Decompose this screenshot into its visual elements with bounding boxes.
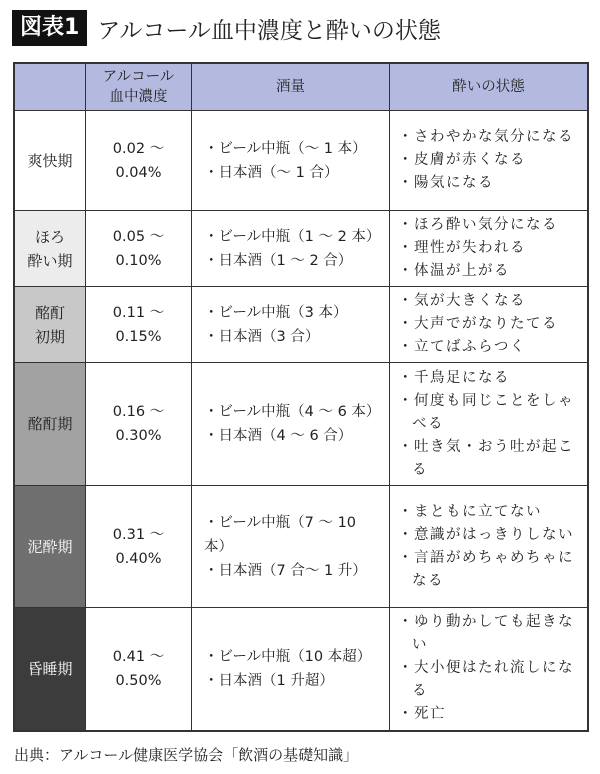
- blood-concentration: 0.11 ～ 0.15%: [86, 287, 192, 363]
- state-item: ・さわやかな気分になる: [398, 129, 574, 145]
- blood-concentration: 0.31 ～ 0.40%: [86, 486, 192, 608]
- drink-amount: ・ビール中瓶（10 本超） ・日本酒（1 升超）: [192, 608, 390, 731]
- figure-title: [12, 10, 441, 46]
- drunk-state: [390, 111, 589, 211]
- stage-label: 酩酊期: [14, 363, 86, 486]
- state-item: ・何度も同じことをしゃべる: [398, 392, 574, 432]
- header-concentration: アルコール 血中濃度: [86, 63, 192, 111]
- alcohol-table: [13, 62, 589, 732]
- state-item: ・ゆり動かしても起きない: [398, 614, 574, 654]
- table-header-row: [14, 63, 588, 111]
- state-item: ・立てばふらつく: [398, 339, 526, 355]
- drink-amount: ・ビール中瓶（1 ～ 2 本） ・日本酒（1 ～ 2 合）: [192, 211, 390, 287]
- table-row: [14, 111, 588, 211]
- state-item: ・大小便はたれ流しになる: [398, 660, 574, 700]
- state-item: ・陽気になる: [398, 175, 494, 191]
- drink-amount: ・ビール中瓶（7 ～ 10 本） ・日本酒（7 合～ 1 升）: [192, 486, 390, 608]
- stage-label: 酩酊 初期: [14, 287, 86, 363]
- stage-label: 泥酔期: [14, 486, 86, 608]
- blood-concentration: 0.02 ～ 0.04%: [86, 111, 192, 211]
- state-item: ・まともに立てない: [398, 503, 542, 520]
- table-row: [14, 608, 588, 731]
- table-row: [14, 363, 588, 486]
- blood-concentration: 0.16 ～ 0.30%: [86, 363, 192, 486]
- table-row: [14, 211, 588, 287]
- state-item: ・意識がはっきりしない: [398, 526, 574, 543]
- header-stage: [14, 63, 86, 111]
- blood-concentration: 0.05 ～ 0.10%: [86, 211, 192, 287]
- figure-title-text: アルコール血中濃度と酔いの状態: [97, 17, 441, 44]
- state-item: ・千鳥足になる: [398, 369, 510, 386]
- drunk-state: [390, 211, 589, 287]
- state-item: ・気が大きくなる: [398, 293, 526, 309]
- state-item: ・大声でがなりたてる: [398, 316, 558, 332]
- drink-amount: ・ビール中瓶（～ 1 本） ・日本酒（～ 1 合）: [192, 111, 390, 211]
- drunk-state: [390, 287, 589, 363]
- drunk-state: [390, 486, 589, 608]
- table-row: [14, 486, 588, 608]
- header-state: 酔いの状態: [390, 63, 589, 111]
- stage-label: ほろ 酔い期: [14, 211, 86, 287]
- state-item: ・死亡: [398, 706, 446, 723]
- header-amount: 酒量: [192, 63, 390, 111]
- figure-badge: 図表1: [12, 10, 87, 46]
- source-note: 出典：アルコール健康医学協会「飲酒の基礎知識」: [14, 746, 359, 764]
- blood-concentration: 0.41 ～ 0.50%: [86, 608, 192, 731]
- state-item: ・体温が上がる: [398, 263, 510, 279]
- state-item: ・言語がめちゃめちゃになる: [398, 549, 574, 589]
- stage-label: 爽快期: [14, 111, 86, 211]
- state-item: ・理性が失われる: [398, 240, 526, 256]
- drink-amount: ・ビール中瓶（4 ～ 6 本） ・日本酒（4 ～ 6 合）: [192, 363, 390, 486]
- table-row: [14, 287, 588, 363]
- state-item: ・ほろ酔い気分になる: [398, 217, 558, 233]
- drunk-state: [390, 363, 589, 486]
- stage-label: 昏睡期: [14, 608, 86, 731]
- state-item: ・皮膚が赤くなる: [398, 152, 526, 168]
- drunk-state: [390, 608, 589, 731]
- drink-amount: ・ビール中瓶（3 本） ・日本酒（3 合）: [192, 287, 390, 363]
- state-item: ・吐き気・おう吐が起こる: [398, 438, 574, 478]
